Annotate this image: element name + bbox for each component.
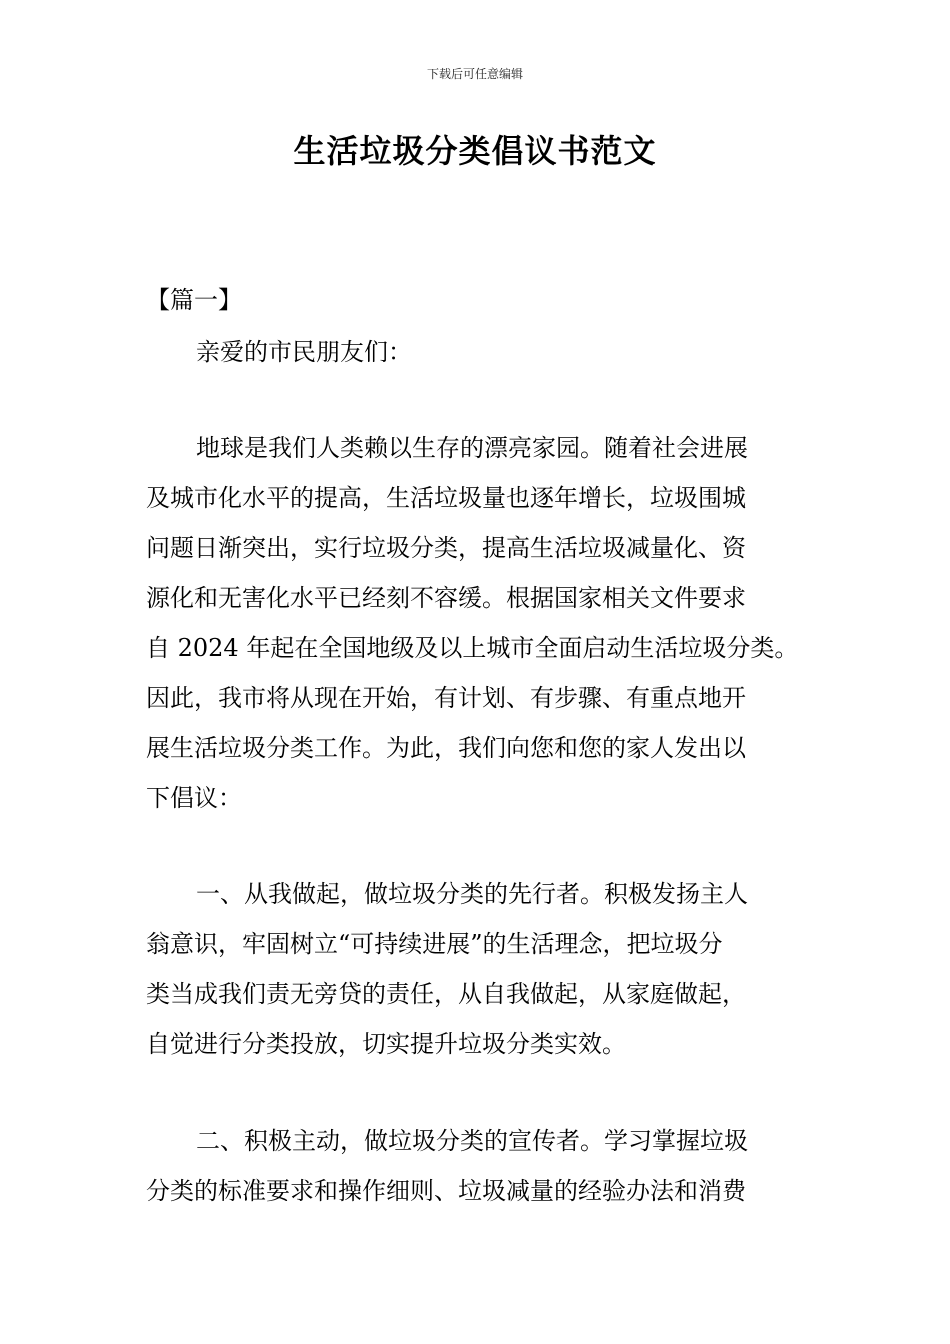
paragraph-line: 地球是我们人类赖以生存的漂亮家园。随着社会进展 [196,434,748,462]
salutation: 亲爱的市民朋友们： [196,338,412,366]
paragraph-line: 一、从我做起，做垃圾分类的先行者。积极发扬主人 [196,880,748,908]
paragraph-line: 自 2024 年起在全国地级及以上城市全面启动生活垃圾分类。 [146,634,799,662]
paragraph-line: 源化和无害化水平已经刻不容缓。根据国家相关文件要求 [146,584,746,612]
paragraph-line: 下倡议： [146,784,242,812]
paragraph-line: 类当成我们责无旁贷的责任，从自我做起，从家庭做起， [146,980,746,1008]
paragraph-line: 展生活垃圾分类工作。为此，我们向您和您的家人发出以 [146,734,746,762]
paragraph-line: 二、积极主动，做垃圾分类的宣传者。学习掌握垃圾 [196,1127,748,1155]
header-note: 下载后可任意编辑 [426,67,523,81]
paragraph-line: 翁意识，牢固树立“可持续进展”的生活理念，把垃圾分 [146,930,723,958]
paragraph-line: 问题日渐突出，实行垃圾分类，提高生活垃圾减量化、资 [146,534,746,562]
document-title: 生活垃圾分类倡议书范文 [293,132,657,170]
paragraph-line: 因此，我市将从现在开始，有计划、有步骤、有重点地开 [146,684,746,712]
paragraph-line: 分类的标准要求和操作细则、垃圾减量的经验办法和消费 [146,1177,746,1205]
paragraph-line: 及城市化水平的提高，生活垃圾量也逐年增长，垃圾围城 [146,484,746,512]
paragraph-line: 自觉进行分类投放，切实提升垃圾分类实效。 [146,1030,626,1058]
section-heading: 【篇一】 [146,286,242,314]
